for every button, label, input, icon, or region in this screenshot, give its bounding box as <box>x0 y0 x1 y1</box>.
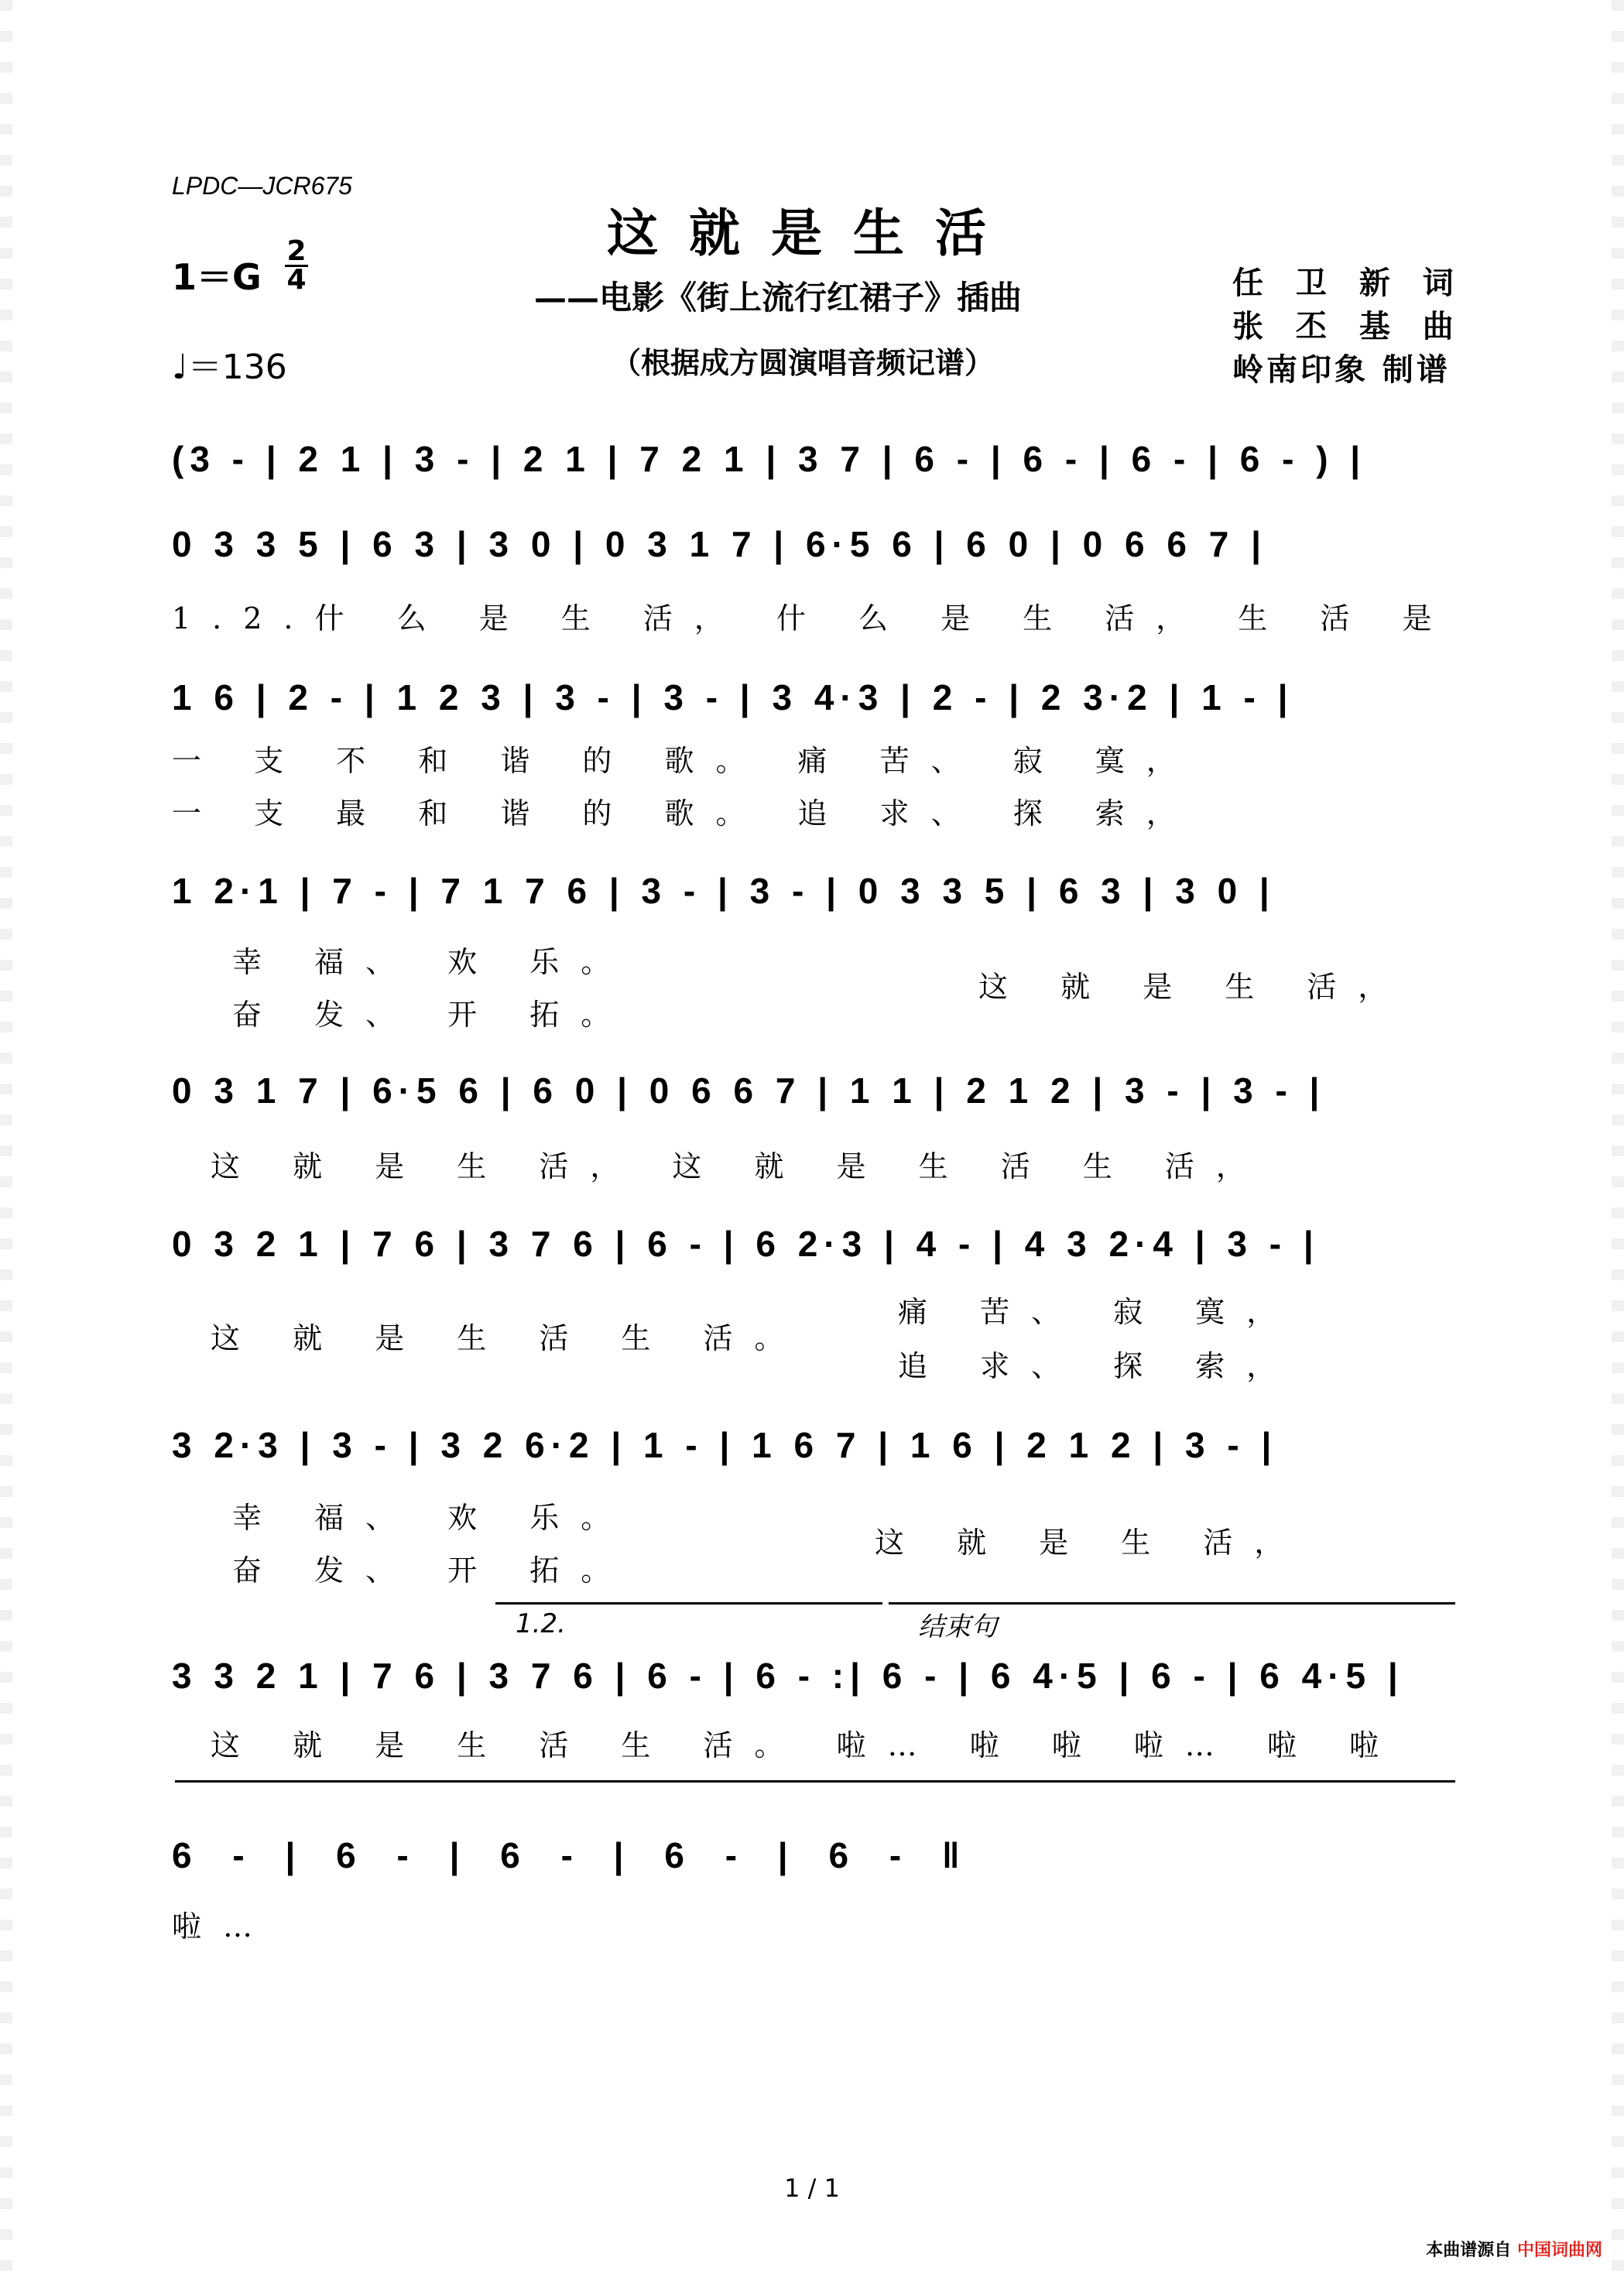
time-signature <box>285 235 308 296</box>
tempo-mark: ♩＝136 <box>172 348 287 387</box>
score-line-4-lyric-1: 幸 福、 欢 乐。 <box>232 945 632 979</box>
engraver-credit: 岭南印象 制谱 <box>1232 351 1451 388</box>
key-signature: 1＝G <box>172 256 262 298</box>
score-line-5-notes: 0 3 1 7 | 6·5 6 | 6 0 | 0 6 6 7 | 1 1 | 2 1 2 | 3 - | 3 - | <box>172 1070 1326 1111</box>
score-line-3-lyric-1: 一 支 不 和 谐 的 歌。 痛 苦、 寂 寞， <box>172 744 1197 778</box>
song-title: 这就是生活 <box>607 203 1017 263</box>
page-number: 1 / 1 <box>784 2173 840 2203</box>
score-line-8-lyric: 这 就 是 生 活 生 活。 啦… 啦 啦 啦… 啦 啦 <box>211 1728 1400 1762</box>
score-line-7-notes: 3 2·3 | 3 - | 3 2 6·2 | 1 - | 1 6 7 | 1 6 | 2 1 2 | 3 - | <box>172 1425 1278 1465</box>
score-line-8-notes: 3 3 2 1 | 7 6 | 3 7 6 | 6 - | 6 - :| 6 - | 6 4·5 | 6 - | 6 4·5 | <box>172 1656 1404 1696</box>
score-line-6-lyric-3: 追 求、 探 索， <box>898 1349 1298 1383</box>
score-line-3-lyric-2: 一 支 最 和 谐 的 歌。 追 求、 探 索， <box>172 796 1197 831</box>
score-line-4-lyric-2: 奋 发、 开 拓。 <box>232 998 632 1032</box>
left-watermark-strip <box>0 0 12 2281</box>
volta-label: 1.2. <box>516 1608 566 1639</box>
score-line-7-lyric-1: 幸 福、 欢 乐。 <box>232 1501 632 1535</box>
composer-credit: 张 丕 基 曲 <box>1232 308 1465 344</box>
score-line-2-lyric: 1.2.什 么 是 生 活， 什 么 是 生 活， 生 活 是 <box>172 601 1454 635</box>
score-line-9-lyric: 啦… <box>172 1909 275 1944</box>
ending-bracket <box>889 1602 1455 1605</box>
source-prefix: 本曲谱源自 <box>1426 2241 1512 2260</box>
source-credit <box>1426 2237 1602 2261</box>
score-line-7-lyric-2: 奋 发、 开 拓。 <box>232 1553 632 1587</box>
time-signature-top: 2 <box>286 235 307 267</box>
transcription-note: （根据成方圆演唱音频记谱） <box>612 345 995 380</box>
score-line-1-notes: (3 - | 2 1 | 3 - | 2 1 | 7 2 1 | 3 7 | 6 - | 6 - | 6 - | 6 - ) | <box>172 439 1367 479</box>
lyricist-credit: 任 卫 新 词 <box>1232 265 1465 301</box>
score-line-6-lyric-1: 这 就 是 生 活 生 活。 <box>211 1321 806 1355</box>
song-subtitle: ——电影《街上流行红裙子》插曲 <box>534 279 1023 317</box>
score-code: LPDC—JCR675 <box>172 172 352 200</box>
right-watermark-strip <box>1612 0 1624 2281</box>
score-line-4-lyric-3: 这 就 是 生 活， <box>978 970 1410 1004</box>
source-site: 中国词曲网 <box>1516 2241 1602 2260</box>
score-line-9-notes: 6 - | 6 - | 6 - | 6 - | 6 - ‖ <box>172 1835 975 1875</box>
ending-label: 结束句 <box>918 1611 997 1642</box>
score-line-5-lyric: 这 就 是 生 活， 这 就 是 生 活 生 活， <box>211 1149 1267 1183</box>
time-signature-bottom: 4 <box>286 264 307 296</box>
final-line-tie <box>175 1780 1455 1783</box>
volta-bracket <box>495 1602 882 1605</box>
score-line-6-notes: 0 3 2 1 | 7 6 | 3 7 6 | 6 - | 6 2·3 | 4 - | 4 3 2·4 | 3 - | <box>172 1224 1320 1264</box>
score-line-3-notes: 1 6 | 2 - | 1 2 3 | 3 - | 3 - | 3 4·3 | 2 - | 2 3·2 | 1 - | <box>172 677 1294 718</box>
score-line-4-notes: 1 2·1 | 7 - | 7 1 7 6 | 3 - | 3 - | 0 3 3 5 | 6 3 | 3 0 | <box>172 871 1276 911</box>
score-line-6-lyric-2: 痛 苦、 寂 寞， <box>898 1295 1298 1329</box>
score-line-2-notes: 0 3 3 5 | 6 3 | 3 0 | 0 3 1 7 | 6·5 6 | 6 0 | 0 6 6 7 | <box>172 524 1267 564</box>
score-line-7-lyric-3: 这 就 是 生 活， <box>875 1526 1306 1560</box>
